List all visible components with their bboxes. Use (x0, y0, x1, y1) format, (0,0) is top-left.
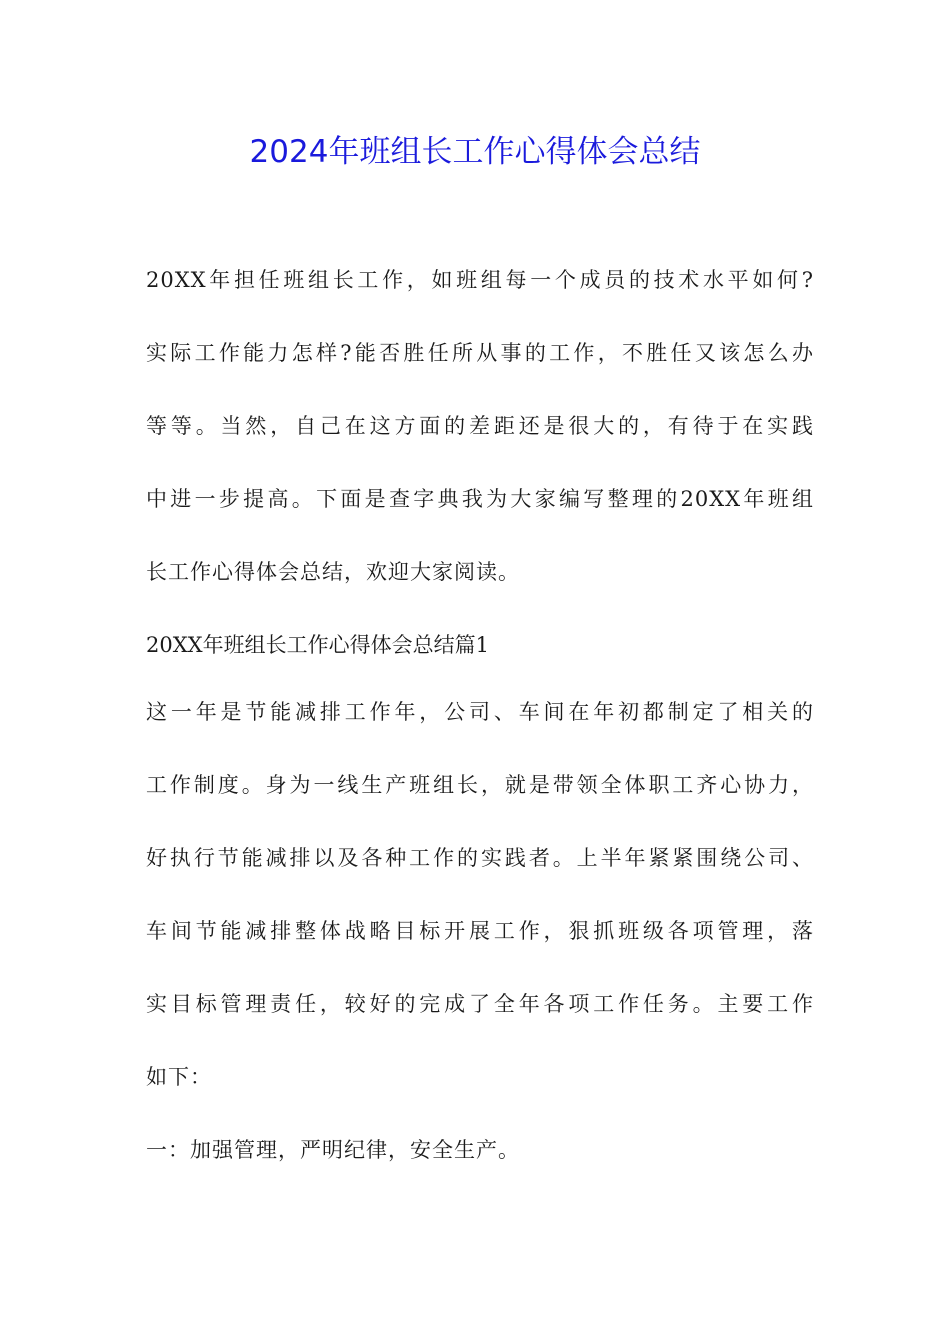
paragraph-line: 长工作心得体会总结，欢迎大家阅读。 (146, 560, 520, 584)
paragraph-line: 车间节能减排整体战略目标开展工作，狠抓班级各项管理，落 (146, 919, 814, 943)
paragraph-line: 等等。当然，自己在这方面的差距还是很大的，有待于在实践 (146, 414, 814, 438)
paragraph-line: 这一年是节能减排工作年，公司、车间在年初都制定了相关的 (146, 700, 814, 724)
paragraph-line: 中进一步提高。下面是查字典我为大家编写整理的20XX年班组 (146, 487, 814, 511)
document-body (146, 262, 814, 1205)
paragraph-line: 实目标管理责任，较好的完成了全年各项工作任务。主要工作 (146, 992, 814, 1016)
paragraph-line: 一：加强管理，严明纪律，安全生产。 (146, 1138, 520, 1162)
paragraph-line: 如下： (146, 1065, 212, 1089)
document-title: 2024年班组长工作心得体会总结 (249, 134, 701, 170)
paragraph-line: 好执行节能减排以及各种工作的实践者。上半年紧紧围绕公司、 (146, 846, 814, 870)
paragraph-line: 工作制度。身为一线生产班组长，就是带领全体职工齐心协力， (146, 773, 814, 797)
paragraph-line: 20XX年担任班组长工作，如班组每一个成员的技术水平如何? (146, 268, 814, 292)
section-heading: 20XX年班组长工作心得体会总结篇1 (146, 633, 489, 657)
paragraph-line: 实际工作能力怎样?能否胜任所从事的工作，不胜任又该怎么办 (146, 341, 814, 365)
